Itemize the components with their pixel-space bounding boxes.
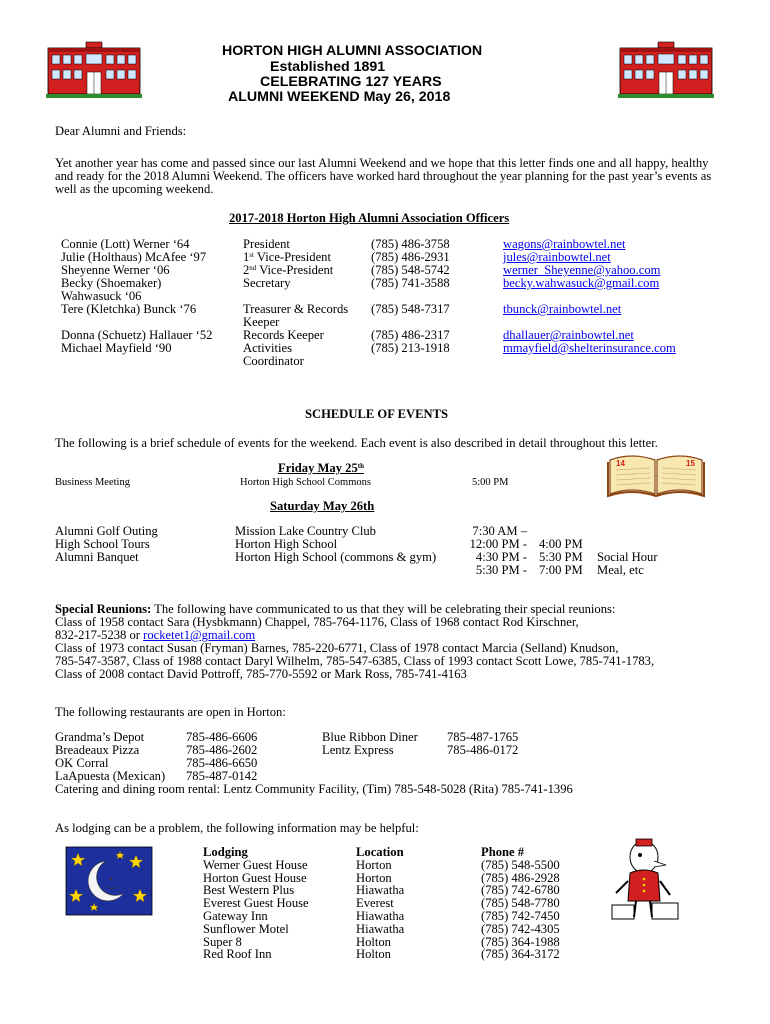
lodging-name: Gateway Inn [203, 909, 268, 923]
header-line-2: Established 1891 [270, 59, 386, 75]
restaurant-phone-2: 785-487-1765 [447, 730, 519, 744]
event-start: 5:30 PM - [475, 563, 527, 577]
friday-event-name: Business Meeting [55, 477, 130, 488]
lodging-location: Hiawatha [356, 883, 405, 898]
event-name: Alumni Banquet [55, 550, 139, 564]
lodging-phone: (785) 548-5500 [481, 857, 560, 872]
saturday-heading: Saturday May 26th [270, 499, 375, 513]
reunions-line-5: 785-547-3587, Class of 1988 contact Daryl Wilhelm, 785-547-6385, Class of 1993 contact Scott Lowe, 785-741-1783, [55, 654, 655, 668]
restaurant-phone: 785-487-0142 [186, 769, 258, 783]
lodging-row [203, 923, 623, 936]
reunions-line-2: Class of 1958 contact Sara (Hysbkmann) Chappel, 785-764-1176, Class of 1968 contact Rod Kirschner, [55, 615, 579, 629]
lodging-row [203, 948, 623, 961]
lodging-intro: As lodging can be a problem, the following information may be helpful: [55, 821, 419, 835]
officer-row [61, 303, 721, 316]
restaurant-name: OK Corral [55, 756, 109, 770]
lodging-location: Holton [356, 947, 391, 962]
lodging-location: Everest [356, 896, 394, 911]
restaurant-name: LaApuesta (Mexican) [55, 769, 166, 783]
book-page-right: 15 [686, 459, 695, 468]
officer-phone: (785) 741-3588 [371, 276, 450, 290]
officer-row [61, 277, 721, 290]
lodging-phone: (785) 364-1988 [481, 934, 560, 949]
restaurant-name: Grandma’s Depot [55, 730, 145, 744]
restaurant-phone-2: 785-486-0172 [447, 743, 519, 757]
reunions-line-3: 832-217-5238 or rocketet1@gmail.com [55, 628, 256, 642]
officer-name: Donna (Schuetz) Hallauer ‘52 [61, 328, 213, 342]
lodging-name: Sunflower Motel [203, 921, 289, 936]
officer-phone: (785) 486-3758 [371, 237, 450, 251]
restaurant-phone: 785-486-6606 [186, 730, 258, 744]
friday-heading: Friday May 25th [278, 461, 364, 475]
event-name: High School Tours [55, 537, 150, 551]
officer-phone: (785) 486-2317 [371, 328, 450, 342]
event-note: Meal, etc [597, 563, 644, 577]
book-page-left: 14 [616, 459, 625, 468]
restaurant-name-2: Lentz Express [322, 743, 394, 757]
officer-phone: (785) 548-7317 [371, 302, 450, 316]
restaurant-row [55, 744, 715, 757]
event-end: 7:00 PM [539, 563, 583, 577]
reunions-line-1: Special Reunions: The following have communicated to us that they will be celebrating their special reunions: [55, 602, 616, 616]
officer-position: President [243, 237, 290, 251]
officer-row [61, 342, 721, 355]
salutation: Dear Alumni and Friends: [55, 124, 187, 138]
schedule-title: SCHEDULE OF EVENTS [305, 407, 448, 421]
reunions-line-4: Class of 1973 contact Susan (Fryman) Barnes, 785-220-6771, Class of 1978 contact Marcia (Selland) Knudson, [55, 641, 619, 655]
lodging-name: Red Roof Inn [203, 947, 272, 962]
friday-event-location: Horton High School Commons [240, 477, 371, 488]
restaurants-intro: The following restaurants are open in Horton: [55, 705, 286, 719]
lodging-name: Super 8 [203, 934, 242, 949]
lodging-phone: (785) 364-3172 [481, 947, 560, 962]
event-start: 12:00 PM - [469, 537, 527, 551]
officer-name: Julie (Holthaus) McAfee ‘97 [61, 250, 207, 264]
lodging-phone: (785) 486-2928 [481, 870, 560, 885]
officer-position: Keeper [243, 315, 280, 329]
officer-position: Coordinator [243, 354, 304, 368]
open-book-icon [606, 450, 706, 498]
saturday-event-row [55, 525, 715, 538]
intro-paragraph: Yet another year has come and passed since our last Alumni Weekend and we hope that this letter finds one and all happy, healthy and ready for the 2018 Alumni Weekend. The officers have worked hard throughout the year planning for the past year’s events as well as the upcoming weekend. [55, 156, 712, 196]
lodging-location: Hiawatha [356, 909, 405, 923]
catering-line: Catering and dining room rental: Lentz Community Facility, (Tim) 785-548-5028 (Rita) 785-741-1396 [55, 782, 573, 796]
event-name: Alumni Golf Outing [55, 524, 158, 538]
lodging-row [203, 859, 623, 872]
event-start: 4:30 PM - [475, 550, 527, 564]
lodging-header-name: Lodging [203, 845, 248, 859]
officer-phone: (785) 548-5742 [371, 263, 450, 277]
officer-name: Sheyenne Werner ‘06 [61, 263, 170, 277]
header-line-1: HORTON HIGH ALUMNI ASSOCIATION [222, 43, 483, 59]
officer-position: Records Keeper [243, 328, 324, 342]
school-building-icon-left [46, 40, 142, 100]
officer-email-link[interactable]: wagons@rainbowtel.net [503, 237, 626, 251]
lodging-location: Hiawatha [356, 921, 405, 936]
school-building-icon-right [618, 40, 714, 100]
officer-position: Secretary [243, 276, 291, 290]
officer-position: 2nd Vice-President [243, 263, 334, 277]
event-location: Mission Lake Country Club [235, 524, 376, 538]
lodging-phone: (785) 548-7780 [481, 896, 560, 911]
restaurant-name-2: Blue Ribbon Diner [322, 730, 418, 744]
officer-email-link[interactable]: mmayfield@shelterinsurance.com [503, 341, 676, 355]
officer-email-link[interactable]: becky.wahwasuck@gmail.com [503, 276, 660, 290]
lodging-location: Horton [356, 870, 392, 885]
reunions-label: Special Reunions: [55, 602, 152, 616]
event-start: 7:30 AM – [472, 524, 527, 538]
officer-position: 1st Vice-President [243, 250, 331, 264]
officer-row [61, 355, 721, 368]
lodging-name: Best Western Plus [203, 883, 295, 898]
moon-stars-icon [64, 845, 154, 917]
lodging-location: Horton [356, 857, 392, 872]
officer-position: Treasurer & Records [243, 302, 349, 316]
lodging-name: Werner Guest House [203, 857, 308, 872]
restaurant-phone: 785-486-6650 [186, 756, 258, 770]
event-location: Horton High School [235, 537, 338, 551]
officer-email-link[interactable]: werner_Sheyenne@yahoo.com [503, 263, 661, 277]
officer-phone: (785) 213-1918 [371, 341, 450, 355]
saturday-event-row [55, 564, 715, 577]
officer-phone: (785) 486-2931 [371, 250, 450, 264]
officer-position: Activities [243, 341, 292, 355]
reunion-email-link[interactable]: rocketet1@gmail.com [143, 628, 256, 642]
event-end: 4:00 PM [539, 537, 583, 551]
lodging-phone: (785) 742-7450 [481, 909, 560, 923]
lodging-header-location: Location [356, 845, 404, 859]
event-note: Social Hour [597, 550, 658, 564]
officers-title: 2017-2018 Horton High Alumni Association Officers [229, 211, 510, 225]
lodging-phone: (785) 742-6780 [481, 883, 560, 898]
header-line-4: ALUMNI WEEKEND May 26, 2018 [228, 89, 451, 105]
lodging-header-phone: Phone # [481, 845, 525, 859]
officer-name: Connie (Lott) Werner ‘64 [61, 237, 190, 251]
officer-name: Tere (Kletchka) Bunck ‘76 [61, 302, 197, 316]
lodging-name: Horton Guest House [203, 870, 307, 885]
lodging-phone: (785) 742-4305 [481, 921, 560, 936]
officer-name: Michael Mayfield ‘90 [61, 341, 172, 355]
event-end: 5:30 PM [539, 550, 583, 564]
restaurant-name: Breadeaux Pizza [55, 743, 140, 757]
officer-email-link[interactable]: dhallauer@rainbowtel.net [503, 328, 634, 342]
header-line-3: CELEBRATING 127 YEARS [260, 74, 442, 90]
lodging-location: Holton [356, 934, 391, 949]
lodging-name: Everest Guest House [203, 896, 309, 911]
reunions-line-6: Class of 2008 contact David Pottroff, 785-770-5592 or Mark Ross, 785-741-4163 [55, 667, 467, 681]
officer-name: Becky (Shoemaker) [61, 276, 162, 290]
event-location: Horton High School (commons & gym) [235, 550, 437, 564]
officer-email-link[interactable]: tbunck@rainbowtel.net [503, 302, 622, 316]
officer-name: Wahwasuck ‘06 [61, 289, 142, 303]
schedule-intro: The following is a brief schedule of events for the weekend. Each event is also described in detail throughout this letter. [55, 436, 658, 450]
officer-email-link[interactable]: jules@rainbowtel.net [503, 250, 611, 264]
restaurant-phone: 785-486-2602 [186, 743, 258, 757]
friday-event-time: 5:00 PM [472, 477, 509, 488]
